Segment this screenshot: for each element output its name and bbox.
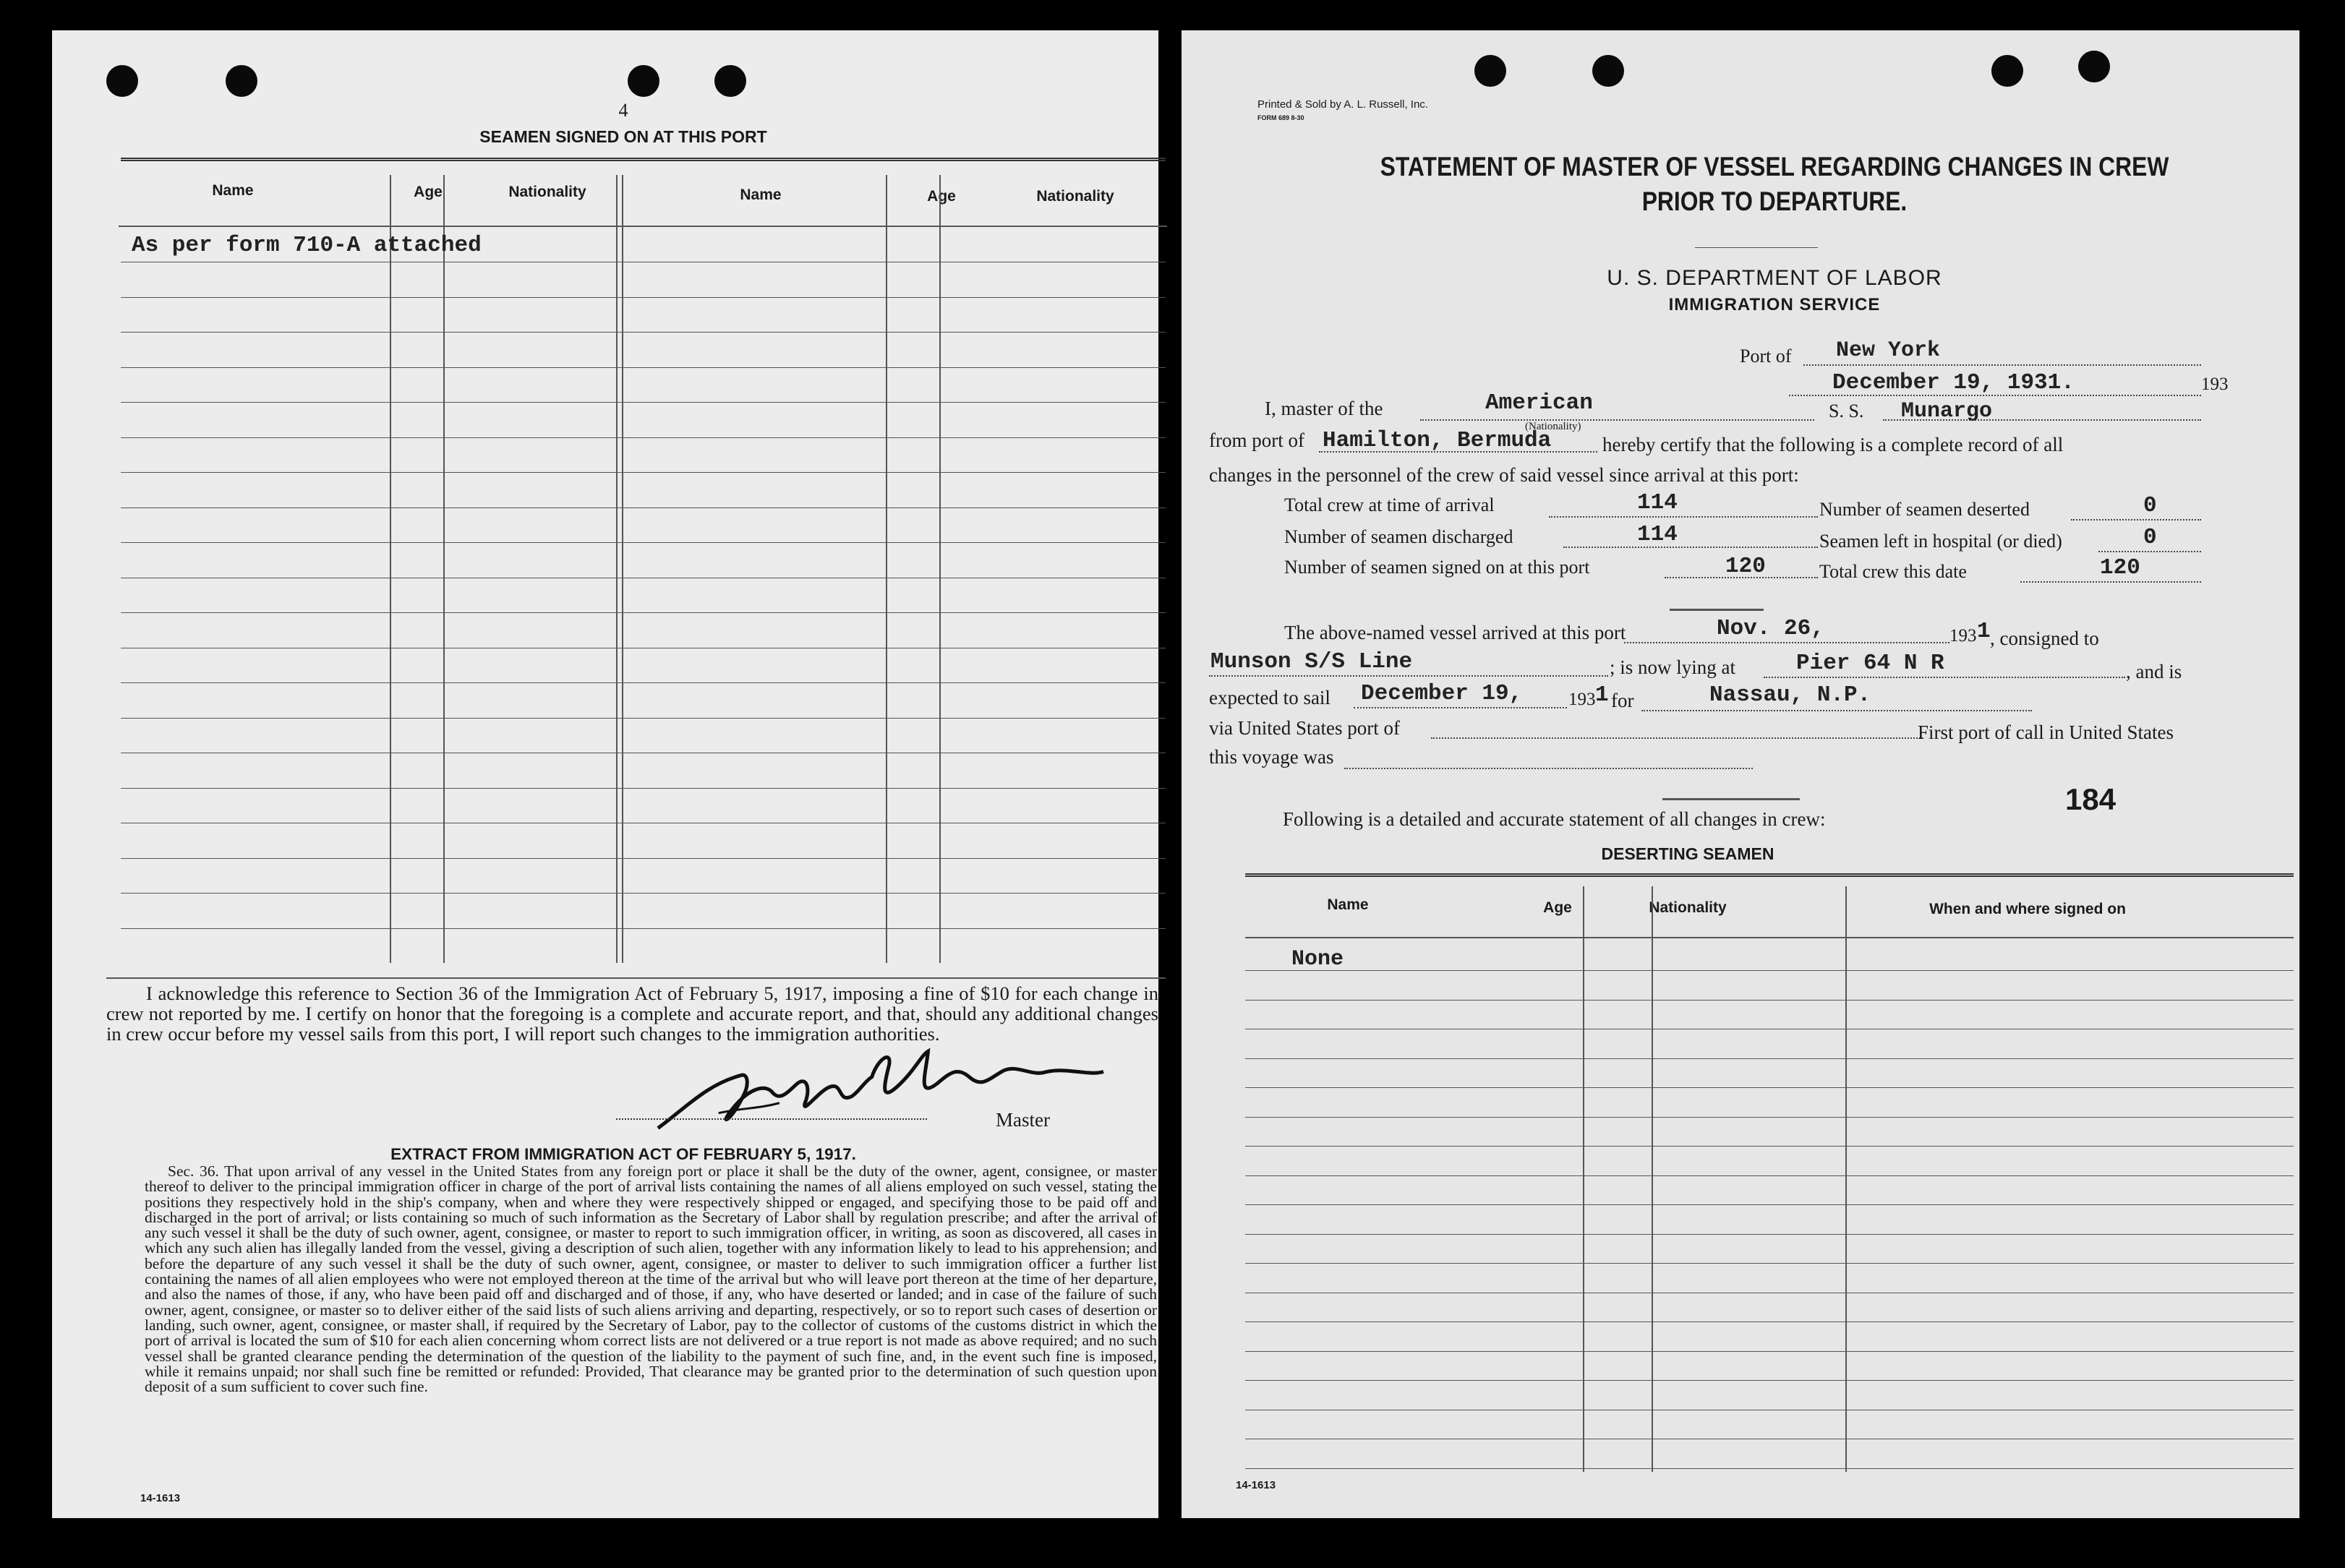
underline (1209, 675, 1608, 677)
col-divider (616, 175, 623, 963)
extract-title: EXTRACT FROM IMMIGRATION ACT OF FEBRUARY 5, 1917. (390, 1145, 856, 1163)
title-rule (1695, 247, 1818, 248)
following-text: Following is a detailed and accurate statement of all changes in crew: (1283, 808, 1826, 830)
expected-value: December 19, (1361, 681, 1523, 706)
extract-text: Sec. 36. That upon arrival of any vessel in the United States from any foreign port or place it shall be the duty of the owner, agent, consignee, or master thereof to deliver to the principal immigration officer in charge of the port of arrival lists containing the names of all aliens employed on such vessel, stating the positions they respectively hold in the ship's company, when and where they were respectively shipped or engaged, and specifying those to be paid off and discharged in the port of arrival; or lists containing so much of such information as the Secretary of Labor shall by regulation prescribe; and after the arrival of any such vessel it shall be the duty of such owner, agent, consignee, or master to report to such immigration officer, in writing, as soon as discovered, all cases in which any such alien has illegally landed from the vessel, giving a description of such alien, together with any information likely to lead to his apprehension; and before the departure of any such vessel it shall be the duty of such owner, agent, consignee, or master to deliver to such immigration officer a further list containing the names of all alien employees who were not employed thereon at the time of the arrival but who will leave port thereon at the time of her departure, and also the names of those, if any, who have been paid off and discharged and of those, if any, who have deserted or landed; and in case of the failure of such owner, agent, consignee, or master so to deliver either of the said lists of such aliens arriving and departing, respectively, or so to report such cases of desertion or landing, such owner, agent, consignee, or master shall, if required by the Secretary of Labor, pay to the collector of customs of the customs district in which the port of arrival is located the sum of $10 for each alien concerning whom correct lists are not delivered or a true report is not made as above required; and no such vessel shall be granted clearance pending the determination of the question of the liability to the payment of such fine, and, in the event such fine is imposed, while it remains unpaid; nor shall such fine be remitted or refunded: Provided, That clearance may be granted prior to the determination of such question upon deposit of a sum sufficient to cover such fine. (145, 1162, 1157, 1396)
header-rule (1245, 937, 2294, 938)
arrived-value: Nov. 26, (1717, 616, 1824, 641)
separator (1670, 609, 1764, 611)
total-crew-arrival-label: Total crew at time of arrival (1284, 494, 1495, 515)
row-rule (1245, 1204, 2294, 1205)
row-rule (1245, 1175, 2294, 1176)
right-page (1182, 30, 2299, 1518)
discharged-count: 114 (1637, 522, 1678, 547)
acknowledgment-text: I acknowledge this reference to Section 36 of the Immigration Act of February 5, 1917, imposing a fine of $10 for each change in crew not reported by me. I certify on honor that the foregoing is a complete and accurate report, and that, should any additional changes in crew occur before my vessel sails from this port, I will report such changes to the immigration authorities. (106, 982, 1158, 1045)
row-rule (1245, 1058, 2294, 1059)
col-when-where: When and where signed on (1929, 901, 2126, 917)
row-rule (1245, 1380, 2294, 1381)
col-divider (443, 175, 445, 963)
lying-value: Pier 64 N R (1796, 651, 1944, 676)
col-divider (1845, 886, 1847, 1472)
punch-hole (2078, 51, 2110, 82)
row-rule (121, 367, 1166, 368)
col-nationality: Nationality (508, 184, 586, 200)
expected-label: expected to sail (1209, 687, 1330, 708)
ss-label: S. S. (1829, 400, 1864, 421)
row-rule (121, 788, 1166, 789)
left-title: SEAMEN SIGNED ON AT THIS PORT (479, 127, 767, 146)
punch-hole (1991, 55, 2023, 87)
row-rule (121, 402, 1166, 403)
col-nationality: Nationality (1649, 899, 1727, 916)
table-bottom-rule (106, 977, 1166, 979)
entry-as-per-form: As per form 710-A attached (132, 233, 482, 258)
table-top-rule (121, 158, 1166, 161)
underline (1563, 547, 1818, 548)
underline (1624, 642, 1949, 643)
total-crew-date-label: Total crew this date (1819, 561, 1967, 582)
from-port-value: Hamilton, Bermuda (1323, 428, 1552, 453)
signed-on-label: Number of seamen signed on at this port (1284, 557, 1590, 578)
row-rule (121, 542, 1166, 543)
col-divider (1583, 886, 1584, 1472)
service: IMMIGRATION SERVICE (1668, 295, 1881, 314)
voyage-label: this voyage was (1209, 746, 1334, 768)
hospital-label: Seamen left in hospital (or died) (1819, 531, 2062, 552)
master-of-the-label: I, master of the (1265, 398, 1383, 419)
destination: Nassau, N.P. (1709, 682, 1871, 708)
via-label: via United States port of (1209, 717, 1400, 739)
entry-none: None (1291, 947, 1344, 972)
lying-label: ; is now lying at (1610, 656, 1735, 678)
punch-hole (1474, 55, 1506, 87)
underline (1549, 516, 1818, 518)
punch-hole (226, 65, 257, 97)
row-rule (121, 928, 1166, 929)
col-name-2: Name (740, 187, 782, 203)
col-age-2: Age (927, 188, 956, 205)
col-divider (939, 175, 941, 963)
date-value: December 19, 1931. (1832, 370, 2075, 395)
total-crew-date: 120 (2100, 555, 2140, 580)
port-underline (1803, 364, 2201, 366)
port-value: New York (1836, 338, 1941, 363)
nationality-underline (1420, 419, 1814, 421)
row-rule (121, 612, 1166, 613)
col-age: Age (414, 184, 443, 200)
row-rule (1245, 1321, 2294, 1322)
arrived-year-prefix: 193 (1949, 626, 1977, 646)
hospital-count: 0 (2143, 525, 2157, 550)
row-rule (121, 507, 1166, 508)
form-number: 14-1613 (1236, 1479, 1276, 1491)
form-code: FORM 689 8-30 (1257, 114, 1304, 121)
stamp-number: 184 (2065, 782, 2117, 816)
and-is: , and is (2126, 661, 2182, 682)
row-rule (1245, 1351, 2294, 1352)
col-name: Name (212, 182, 254, 199)
deserted-count: 0 (2143, 493, 2157, 518)
deserted-label: Number of seamen deserted (1819, 499, 2030, 520)
nationality-label: (Nationality) (1525, 421, 1581, 432)
col-nationality-2: Nationality (1036, 188, 1114, 205)
punch-hole (714, 65, 746, 97)
underline (2071, 519, 2201, 520)
col-divider (390, 175, 391, 963)
year-suffix: 193 (2201, 374, 2229, 394)
col-divider (886, 175, 887, 963)
underline (1764, 677, 2125, 678)
discharged-label: Number of seamen discharged (1284, 526, 1513, 547)
consigned-label: , consigned to (1990, 627, 2099, 649)
underline (2020, 581, 2201, 583)
row-rule (121, 718, 1166, 719)
row-rule (1245, 1000, 2294, 1001)
row-rule (1245, 970, 2294, 971)
arrived-year-digit: 1 (1977, 619, 1991, 644)
row-rule (121, 893, 1166, 894)
arrived-label: The above-named vessel arrived at this port (1284, 622, 1626, 643)
first-port-label: First port of call in United States (1918, 721, 2174, 743)
punch-hole (1592, 55, 1624, 87)
for-label: for (1611, 690, 1634, 711)
underline (2098, 551, 2201, 552)
total-crew-arrival: 114 (1637, 490, 1678, 515)
certify-text: hereby certify that the following is a complete record of all (1602, 434, 2064, 455)
row-rule (1245, 1234, 2294, 1235)
sail-year-prefix: 193 (1568, 690, 1596, 709)
underline (1641, 710, 2032, 711)
row-rule (121, 472, 1166, 473)
header-rule (119, 226, 1167, 227)
nationality-value: American (1485, 390, 1593, 416)
row-rule (121, 437, 1166, 438)
from-port-label: from port of (1209, 429, 1304, 451)
ship-name: Munargo (1901, 399, 1993, 424)
col-divider (1652, 886, 1653, 1472)
row-rule (121, 858, 1166, 859)
signature-line (616, 1118, 927, 1120)
underline (1354, 707, 1567, 708)
punch-hole (628, 65, 659, 97)
row-rule (121, 682, 1166, 683)
row-rule (121, 332, 1166, 333)
row-rule (1245, 1468, 2294, 1469)
row-rule (1245, 1117, 2294, 1118)
row-rule (1245, 1087, 2294, 1088)
underline (1431, 737, 1923, 739)
col-name: Name (1327, 896, 1369, 913)
sail-year-digit: 1 (1595, 682, 1609, 708)
row-rule (1245, 1146, 2294, 1147)
left-page (52, 30, 1158, 1518)
consignee: Munson S/S Line (1210, 649, 1413, 674)
statement-title-1: STATEMENT OF MASTER OF VESSEL REGARDING CHANGES IN CREW (1380, 152, 2169, 181)
statement-title-2: PRIOR TO DEPARTURE. (1641, 187, 1908, 216)
master-signature (638, 1027, 1121, 1152)
signed-on-count: 120 (1725, 554, 1766, 579)
col-age: Age (1543, 899, 1572, 916)
master-label: Master (996, 1109, 1050, 1131)
port-label: Port of (1740, 346, 1792, 367)
deserting-title: DESERTING SEAMEN (1601, 844, 1774, 863)
punch-hole (106, 65, 138, 97)
changes-text: changes in the personnel of the crew of said vessel since arrival at this port: (1209, 464, 1799, 486)
separator (1662, 798, 1800, 800)
form-number: 14-1613 (140, 1492, 181, 1504)
underline (1344, 768, 1753, 769)
page-number: 4 (618, 100, 628, 121)
row-rule (121, 297, 1166, 298)
table-top-rule (1245, 873, 2294, 877)
printer-credit: Printed & Sold by A. L. Russell, Inc. (1257, 98, 1428, 111)
department: U. S. DEPARTMENT OF LABOR (1607, 266, 1942, 290)
row-rule (1245, 1263, 2294, 1264)
